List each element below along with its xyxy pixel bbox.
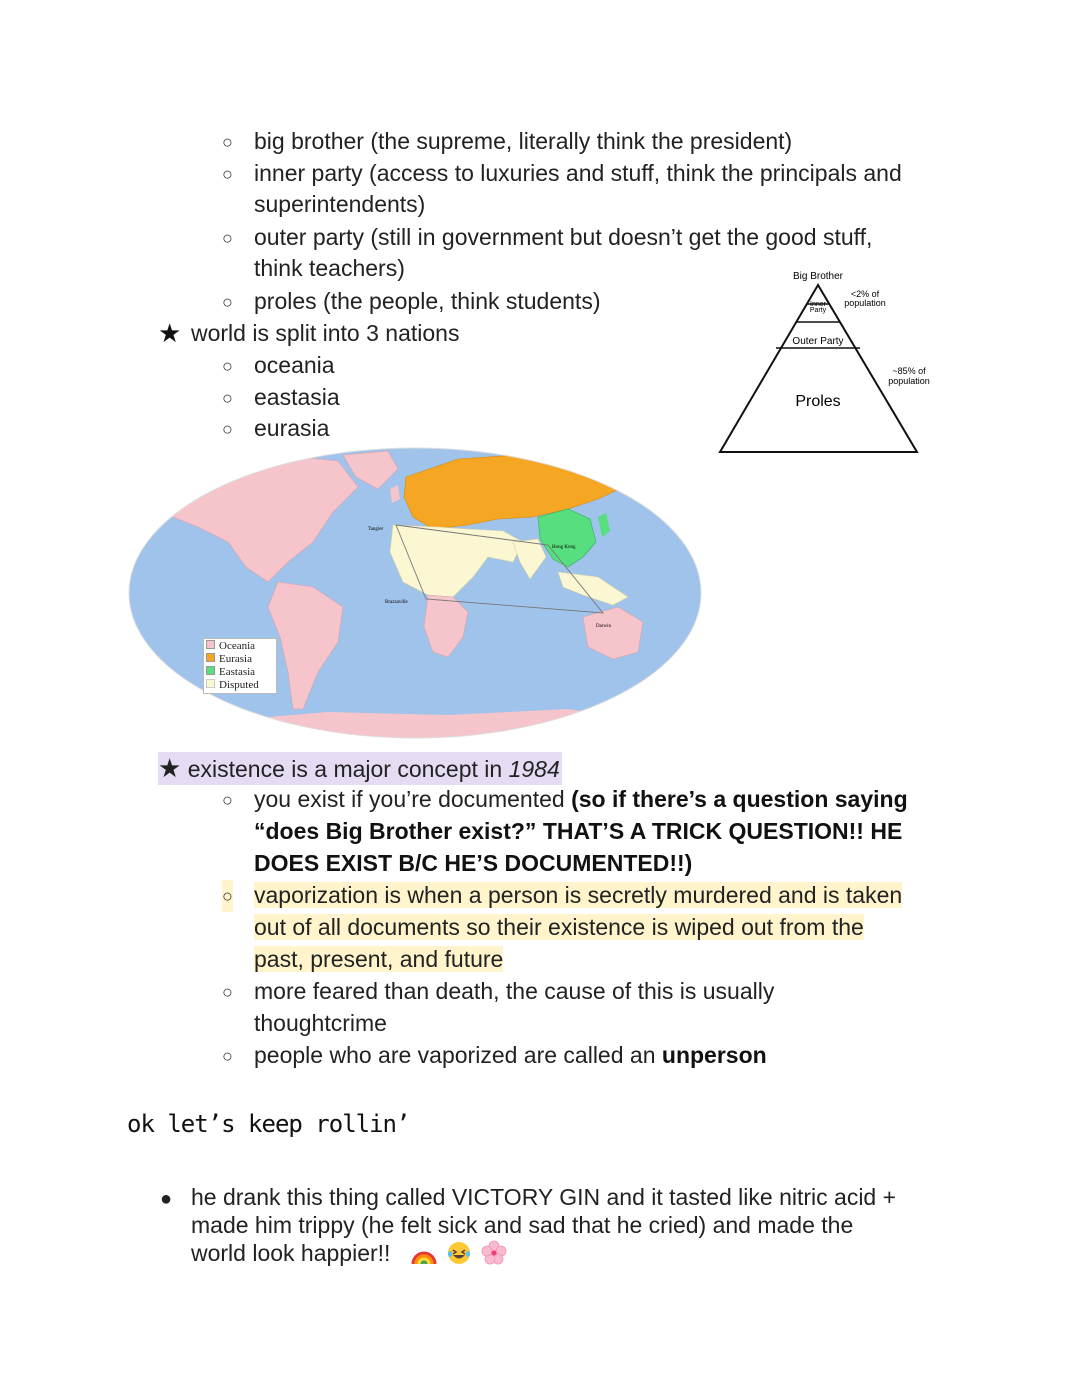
handwritten-note: ok let’s keep rollin’ bbox=[127, 1110, 410, 1138]
pyramid-label-proles: Proles bbox=[795, 393, 841, 410]
nations-heading: world is split into 3 nations bbox=[191, 320, 460, 346]
existence-line-1: you exist if you’re documented (so if there’s a question saying bbox=[254, 786, 908, 812]
sub-bullet-icon: ○ bbox=[222, 982, 233, 1002]
laughing-face-icon bbox=[446, 1240, 472, 1266]
sub-bullet-icon: ○ bbox=[222, 356, 233, 376]
bullet-icon: ● bbox=[160, 1188, 173, 1210]
legend-disputed: Disputed bbox=[206, 679, 274, 692]
hierarchy-item-outer-party-cont: think teachers) bbox=[254, 255, 405, 281]
existence-line-3: DOES EXIST B/C HE’S DOCUMENTED!!) bbox=[254, 850, 693, 876]
sub-bullet-icon: ○ bbox=[222, 880, 233, 912]
legend-oceania: Oceania bbox=[206, 640, 274, 653]
map-city-tangier: Tangier bbox=[368, 527, 384, 532]
hierarchy-item-inner-party: inner party (access to luxuries and stuff, think the principals and bbox=[254, 160, 902, 186]
legend-swatch-oceania bbox=[206, 640, 215, 649]
hierarchy-item-big-brother: big brother (the supreme, literally think the president) bbox=[254, 128, 793, 154]
pyramid-label-inner: Inner bbox=[810, 301, 826, 308]
hierarchy-item-inner-party-cont: superintendents) bbox=[254, 191, 426, 217]
pyramid-label-outer-party: Outer Party bbox=[792, 336, 844, 347]
victory-gin-line-3: world look happier!! bbox=[191, 1240, 391, 1266]
existence-line-2: “does Big Brother exist?” THAT’S A TRICK QUESTION!! HE bbox=[254, 818, 903, 844]
existence-heading: ★ existence is a major concept in 1984 bbox=[158, 753, 560, 783]
pyramid-pct-bottom-2: population bbox=[888, 376, 930, 386]
pyramid-label-big-brother: Big Brother bbox=[792, 271, 844, 282]
victory-gin-line-2: made him trippy (he felt sick and sad that he cried) and made the bbox=[191, 1212, 854, 1238]
sub-bullet-icon: ○ bbox=[222, 790, 233, 810]
sub-bullet-icon: ○ bbox=[222, 292, 233, 312]
sub-bullet-icon: ○ bbox=[222, 228, 233, 248]
vaporization-line-1: vaporization is when a person is secretly murdered and is taken bbox=[254, 882, 903, 908]
map-legend bbox=[203, 638, 277, 694]
legend-eurasia: Eurasia bbox=[206, 653, 274, 666]
feared-line-2: thoughtcrime bbox=[254, 1010, 387, 1036]
victory-gin-line-1: he drank this thing called VICTORY GIN and it tasted like nitric acid + bbox=[191, 1184, 897, 1210]
nation-eurasia: eurasia bbox=[254, 415, 330, 441]
sub-bullet-icon: ○ bbox=[222, 164, 233, 184]
pyramid-pct-bottom: ~85% of bbox=[892, 366, 926, 376]
sub-bullet-icon: ○ bbox=[222, 388, 233, 408]
legend-swatch-eastasia bbox=[206, 666, 215, 675]
legend-swatch-eurasia bbox=[206, 653, 215, 662]
pyramid-pct-top-2: population bbox=[844, 298, 886, 308]
hierarchy-item-outer-party: outer party (still in government but doesn’t get the good stuff, bbox=[254, 224, 873, 250]
map-city-darwin: Darwin bbox=[596, 624, 611, 629]
pyramid-pct-top: <2% of bbox=[850, 289, 880, 299]
star-bullet-icon: ★ bbox=[158, 753, 182, 783]
rainbow-icon bbox=[411, 1240, 437, 1266]
star-bullet-icon: ★ bbox=[158, 318, 182, 348]
party-pyramid-diagram bbox=[715, 265, 940, 460]
sub-bullet-icon: ○ bbox=[222, 132, 233, 152]
hierarchy-item-proles: proles (the people, think students) bbox=[254, 288, 601, 314]
world-map-nations bbox=[128, 447, 702, 739]
feared-line-1: more feared than death, the cause of this is usually bbox=[254, 978, 775, 1004]
legend-swatch-disputed bbox=[206, 679, 215, 688]
nation-oceania: oceania bbox=[254, 352, 335, 378]
vaporization-line-3: past, present, and future bbox=[254, 946, 504, 972]
vaporization-line-2: out of all documents so their existence is wiped out from the bbox=[254, 914, 864, 940]
map-city-hong-kong: Hong Kong bbox=[552, 545, 576, 550]
map-city-brazzaville: Brazzaville bbox=[385, 600, 408, 605]
sub-bullet-icon: ○ bbox=[222, 419, 233, 439]
nation-eastasia: eastasia bbox=[254, 384, 340, 410]
pyramid-label-party: Party bbox=[809, 307, 827, 314]
sub-bullet-icon: ○ bbox=[222, 1046, 233, 1066]
unperson-line: people who are vaporized are called an unperson bbox=[254, 1042, 767, 1068]
existence-heading-title: 1984 bbox=[508, 756, 560, 782]
cherry-blossom-icon bbox=[481, 1240, 507, 1266]
legend-eastasia: Eastasia bbox=[206, 666, 274, 679]
